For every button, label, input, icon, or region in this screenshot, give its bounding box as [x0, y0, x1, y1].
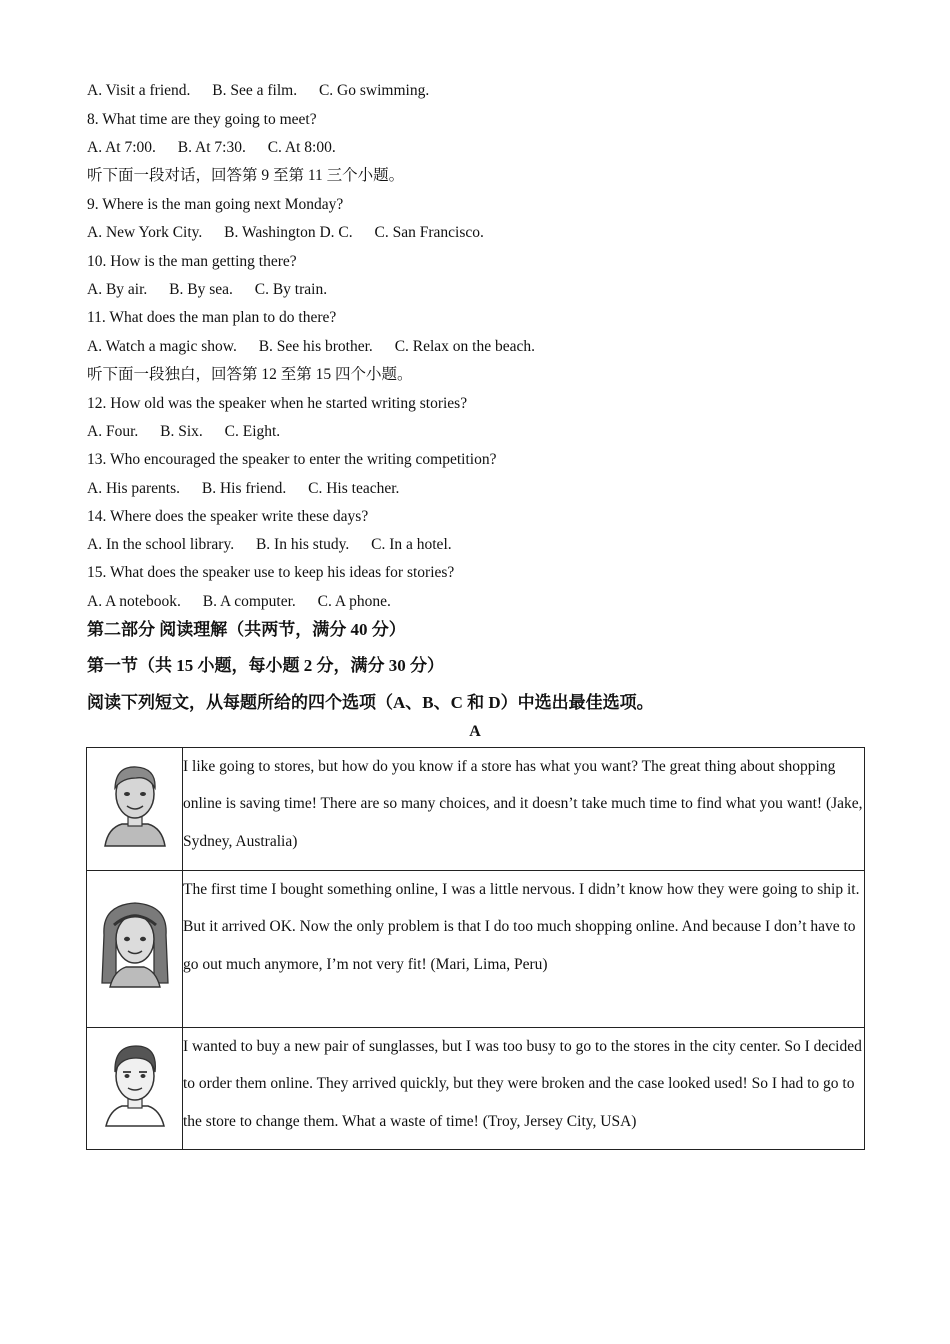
q14-text: Where does the speaker write these days? [109, 508, 369, 525]
avatar-cell [87, 871, 183, 1028]
reading-directions: 阅读下列短文，从每题所给的四个选项（A、B、C 和 D）中选出最佳选项。 [87, 693, 654, 712]
q11-stem [87, 308, 336, 328]
comment-troy: I wanted to buy a new pair of sunglasses, but I was too busy to go to the stores in the city center. So I decided to order them online. They arrived quickly, but they were broken and the case looked used! So I had to go to the store to change them. What a waste of time! (Troy, Jersey City, USA) [183, 1028, 865, 1150]
q15-option-c: C. A phone. [317, 593, 391, 610]
q15-stem [87, 563, 454, 583]
q14-stem [87, 507, 368, 527]
q15-options [87, 592, 409, 612]
q13-text: Who encouraged the speaker to enter the writing competition? [109, 451, 497, 468]
q14-options [87, 535, 470, 555]
q14-num: 14. [87, 508, 107, 525]
q7-options [87, 81, 447, 101]
passage-a-table [86, 747, 865, 1150]
q12-stem [87, 394, 467, 414]
q8-num: 8. [87, 111, 99, 128]
passage-label: A [469, 723, 481, 740]
q11-num: 11. [87, 309, 106, 326]
q12-options [87, 422, 298, 442]
q12-option-b: B. Six. [160, 423, 203, 440]
q10-options [87, 280, 345, 300]
q9-num: 9. [87, 196, 99, 213]
q8-option-c: C. At 8:00. [267, 139, 336, 156]
q15-option-a: A. A notebook. [87, 593, 181, 610]
avatar-cell [87, 1028, 183, 1150]
q15-option-b: B. A computer. [202, 593, 296, 610]
avatar-cell [87, 748, 183, 871]
q13-stem [87, 450, 496, 470]
boy-avatar-icon [100, 758, 170, 848]
part2-heading: 第二部分 阅读理解（共两节，满分 40 分） [87, 620, 406, 639]
q8-stem [87, 110, 317, 130]
q9-option-b: B. Washington D. C. [224, 224, 353, 241]
q11-options [87, 337, 553, 357]
q11-option-a: A. Watch a magic show. [87, 338, 237, 355]
q8-option-b: B. At 7:30. [177, 139, 246, 156]
q8-text: What time are they going to meet? [102, 111, 317, 128]
q10-option-a: A. By air. [87, 281, 148, 298]
table-row [87, 871, 865, 1028]
q14-option-c: C. In a hotel. [371, 536, 452, 553]
q13-num: 13. [87, 451, 107, 468]
q7-option-a: A. Visit a friend. [87, 82, 191, 99]
q9-stem [87, 195, 343, 215]
comment-mari: The first time I bought something online, I was a little nervous. I didn’t know how they were going to ship it. But it arrived OK. Now the only problem is that I do too much shopping online. And because I don’t have to go out much anymore, I’m not very fit! (Mari, Lima, Peru) [183, 871, 865, 1028]
q13-options [87, 479, 417, 499]
q7-option-b: B. See a film. [212, 82, 298, 99]
man-avatar-icon [102, 1038, 168, 1128]
q9-option-a: A. New York City. [87, 224, 203, 241]
table-row [87, 1028, 865, 1150]
q9-options [87, 223, 502, 243]
q13-option-b: B. His friend. [201, 480, 287, 497]
q8-option-a: A. At 7:00. [87, 139, 156, 156]
q7-option-c: C. Go swimming. [318, 82, 430, 99]
girl-avatar-icon [98, 895, 172, 989]
q9-text: Where is the man going next Monday? [102, 196, 344, 213]
q14-option-a: A. In the school library. [87, 536, 235, 553]
instruction-9-11: 听下面一段对话，回答第 9 至第 11 三个小题。 [87, 167, 405, 184]
q12-option-c: C. Eight. [224, 423, 281, 440]
q12-num: 12. [87, 395, 107, 412]
q11-option-b: B. See his brother. [258, 338, 373, 355]
q9-option-c: C. San Francisco. [374, 224, 484, 241]
q10-stem [87, 252, 297, 272]
q10-num: 10. [87, 253, 107, 270]
table-row [87, 748, 865, 871]
q12-text: How old was the speaker when he started writing stories? [110, 395, 468, 412]
q13-option-c: C. His teacher. [308, 480, 400, 497]
q10-option-c: C. By train. [254, 281, 328, 298]
q10-option-b: B. By sea. [169, 281, 233, 298]
instruction-12-15: 听下面一段独白，回答第 12 至第 15 四个小题。 [87, 366, 413, 383]
q10-text: How is the man getting there? [110, 253, 297, 270]
comment-jake: I like going to stores, but how do you know if a store has what you want? The great thing about shopping online is saving time! There are so many choices, and it doesn’t take much time to find what you want! (Jake, Sydney, Australia) [183, 748, 865, 871]
q15-num: 15. [87, 564, 107, 581]
q13-option-a: A. His parents. [87, 480, 180, 497]
q15-text: What does the speaker use to keep his ideas for stories? [109, 564, 455, 581]
q11-text: What does the man plan to do there? [109, 309, 337, 326]
q14-option-b: B. In his study. [255, 536, 350, 553]
section1-heading: 第一节（共 15 小题，每小题 2 分，满分 30 分） [87, 656, 444, 675]
q11-option-c: C. Relax on the beach. [394, 338, 536, 355]
q8-options [87, 138, 354, 158]
q12-option-a: A. Four. [87, 423, 139, 440]
